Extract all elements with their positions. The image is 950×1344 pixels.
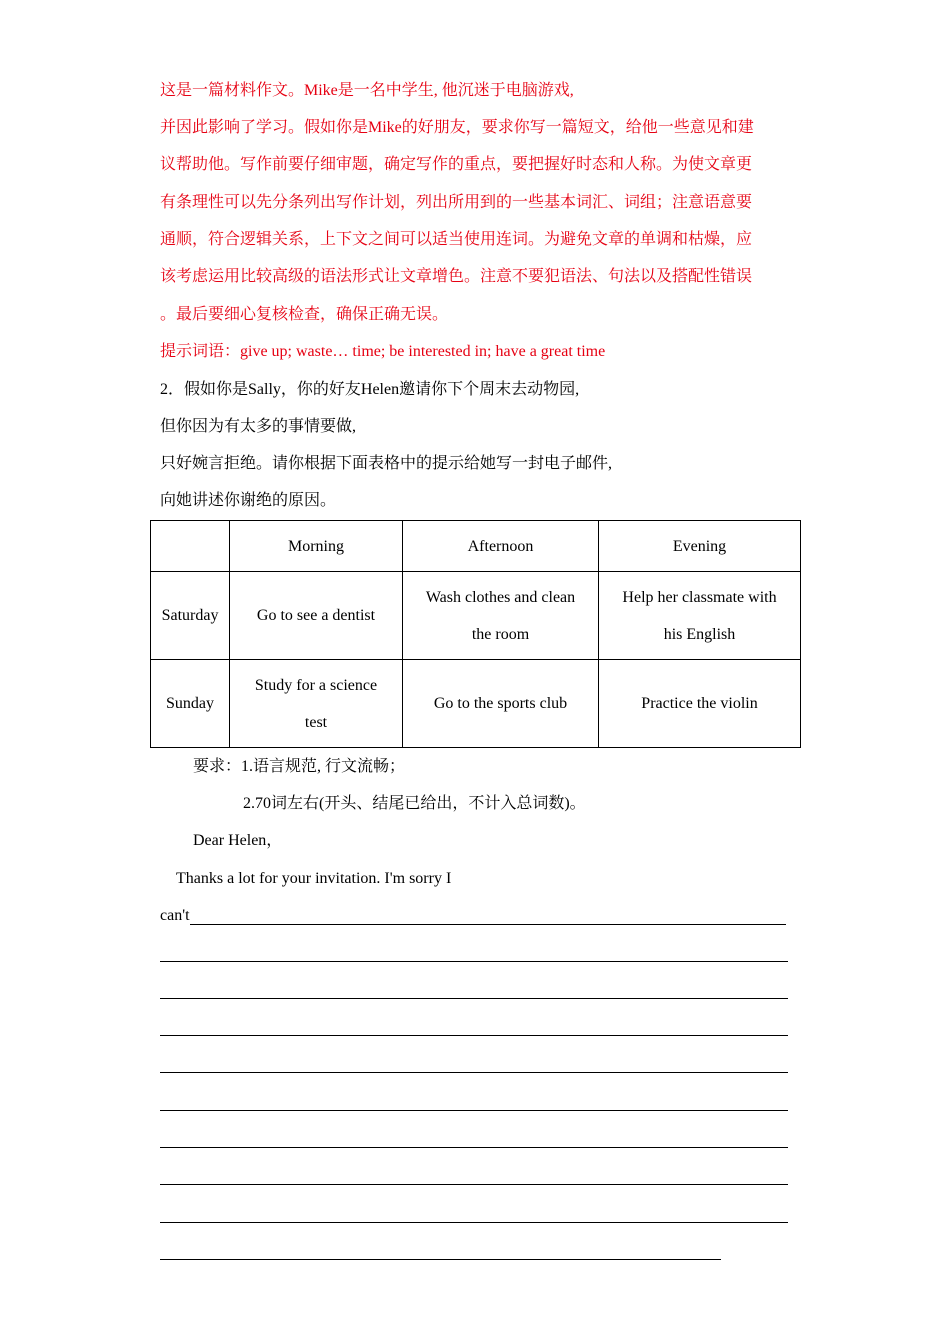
- requirement-2: 2.70词左右(开头、结尾已给出，不计入总词数)。: [243, 795, 586, 812]
- answer-line[interactable]: [160, 1147, 788, 1148]
- cell-line: the room: [471, 625, 530, 643]
- question2-line-2: 但你因为有太多的事情要做,: [160, 418, 357, 435]
- answer-line[interactable]: [160, 1184, 788, 1185]
- cell-line: test: [304, 713, 328, 731]
- header-morning: Morning: [230, 521, 403, 572]
- requirement-1: 要求：1.语言规范, 行文流畅；: [193, 758, 406, 775]
- day-sunday: Sunday: [151, 660, 230, 748]
- intro-line-4: 有条理性可以先分条列出写作计划，列出所用到的一些基本词汇、词组；注意语意要: [160, 194, 753, 211]
- saturday-afternoon: [403, 572, 599, 660]
- cell-line: Go to see a dentist: [256, 607, 376, 624]
- saturday-evening: [599, 572, 801, 660]
- intro-line-3: 议帮助他。写作前要仔细审题，确定写作的重点，要把握好时态和人称。为使文章更: [160, 156, 753, 173]
- table-row: [151, 572, 801, 660]
- answer-line[interactable]: [160, 1259, 721, 1260]
- question2-line-1: 2．假如你是Sally，你的好友Helen邀请你下个周末去动物园,: [160, 381, 580, 398]
- table-row: [151, 660, 801, 748]
- saturday-morning: [230, 572, 403, 660]
- answer-line[interactable]: [160, 1072, 788, 1073]
- cell-line: his English: [663, 625, 736, 643]
- intro-line-1: 这是一篇材料作文。Mike是一名中学生, 他沉迷于电脑游戏,: [160, 82, 574, 99]
- day-saturday: Saturday: [151, 572, 230, 660]
- hint-words: 提示词语：give up; waste… time; be interested in; have a great time: [160, 343, 606, 360]
- cell-line: Go to the sports club: [433, 695, 568, 712]
- intro-line-2: 并因此影响了学习。假如你是Mike的好朋友，要求你写一篇短文，给他一些意见和建: [160, 119, 754, 136]
- sunday-morning: [230, 660, 403, 748]
- answer-line[interactable]: [160, 1110, 788, 1111]
- letter-opening: Thanks a lot for your invitation. I'm sorry I: [176, 870, 452, 887]
- sunday-afternoon: [403, 660, 599, 748]
- schedule-table: [150, 520, 801, 748]
- header-evening: Evening: [599, 521, 801, 572]
- table-header-row: [151, 521, 801, 572]
- answer-line[interactable]: [160, 1035, 788, 1036]
- letter-salutation: Dear Helen，: [193, 832, 283, 849]
- answer-line[interactable]: [160, 998, 788, 999]
- letter-cant: can't: [160, 907, 190, 924]
- table-corner-cell: [151, 521, 230, 572]
- cell-line: Help her classmate with: [622, 588, 777, 606]
- cell-line: Practice the violin: [641, 695, 758, 712]
- answer-line[interactable]: [190, 924, 786, 925]
- intro-line-5: 通顺，符合逻辑关系，上下文之间可以适当使用连词。为避免文章的单调和枯燥，应: [160, 231, 753, 248]
- answer-line[interactable]: [160, 1222, 788, 1223]
- question2-line-4: 向她讲述你谢绝的原因。: [160, 492, 337, 509]
- sunday-evening: [599, 660, 801, 748]
- answer-line[interactable]: [160, 961, 788, 962]
- intro-line-7: 。最后要细心复核检查，确保正确无误。: [160, 306, 449, 323]
- cell-line: Wash clothes and clean: [425, 588, 576, 606]
- question2-line-3: 只好婉言拒绝。请你根据下面表格中的提示给她写一封电子邮件,: [160, 455, 613, 472]
- intro-line-6: 该考虑运用比较高级的语法形式让文章增色。注意不要犯语法、句法以及搭配性错误: [160, 268, 753, 285]
- header-afternoon: Afternoon: [403, 521, 599, 572]
- cell-line: Study for a science: [254, 676, 378, 694]
